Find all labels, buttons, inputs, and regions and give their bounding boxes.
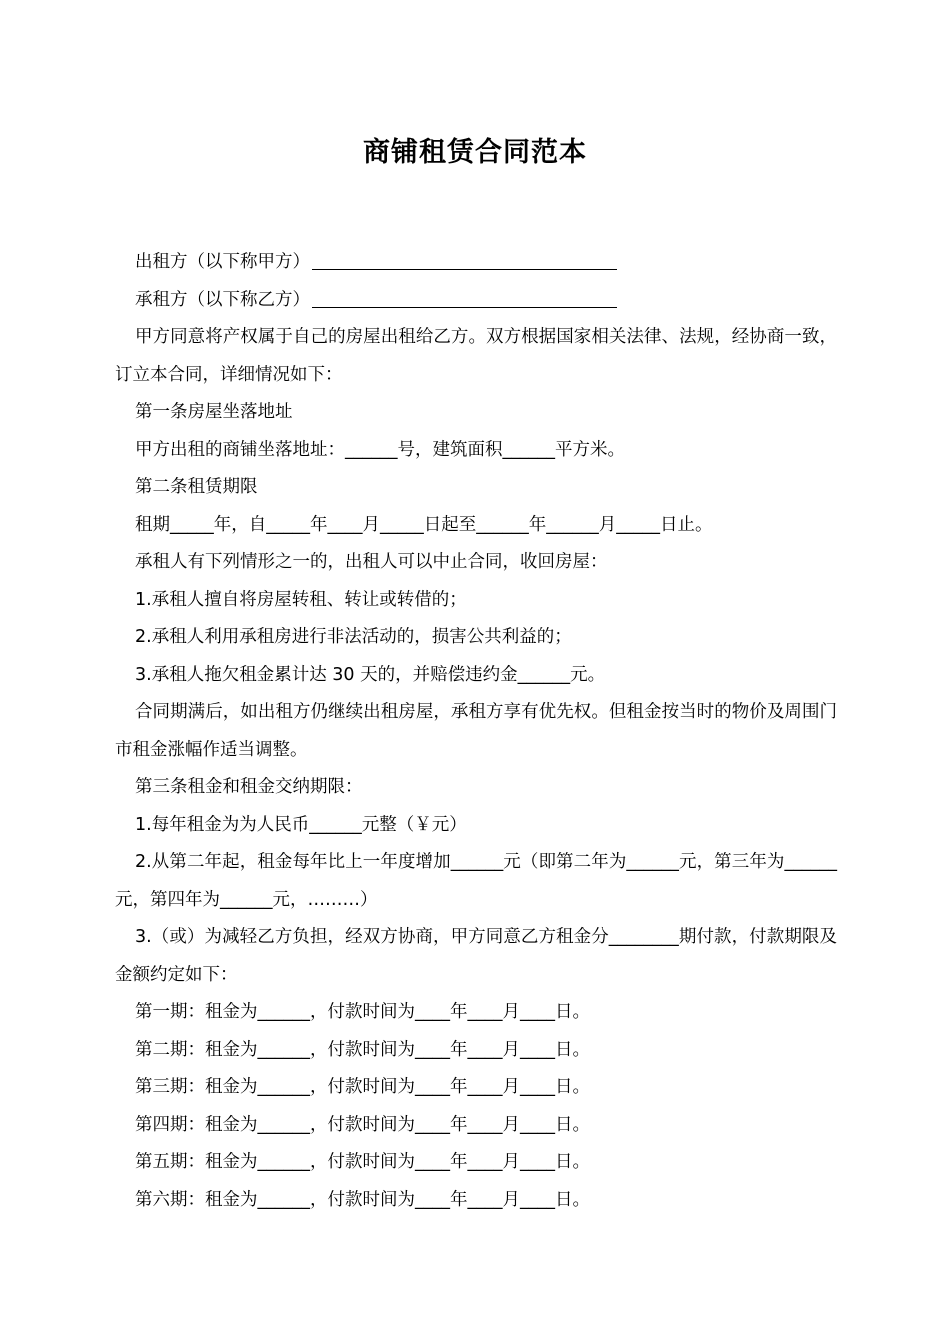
article3-title: 第三条租金和租金交纳期限： bbox=[135, 777, 363, 797]
lessee-label: 承租方（以下称乙方） bbox=[135, 289, 310, 310]
intro-paragraph: 甲方同意将产权属于自己的房屋出租给乙方。双方根据国家相关法律、法规，经协商一致，订立本合同，详细情况如下： bbox=[115, 327, 837, 385]
lessor-blank bbox=[312, 247, 617, 270]
lessee-blank bbox=[312, 285, 617, 308]
installment-line: 第六期：租金为______，付款时间为____年____月____日。 bbox=[135, 1189, 590, 1210]
installment-line: 第四期：租金为______，付款时间为____年____月____日。 bbox=[135, 1114, 590, 1135]
document-body bbox=[115, 244, 837, 1219]
rent-item-3: 3.（或）为减轻乙方负担，经双方协商，甲方同意乙方租金分________期付款，付款期限及金额约定如下： bbox=[115, 927, 837, 985]
document-title: 商铺租赁合同范本 bbox=[363, 137, 587, 168]
installment-line: 第二期：租金为______，付款时间为____年____月____日。 bbox=[135, 1039, 590, 1060]
installment-line: 第三期：租金为______，付款时间为____年____月____日。 bbox=[135, 1077, 590, 1097]
rent-item-1: 1.每年租金为为人民币______元整（￥元） bbox=[135, 814, 467, 835]
installment-line: 第一期：租金为______，付款时间为____年____月____日。 bbox=[135, 1002, 590, 1022]
termination-item-3: 3.承租人拖欠租金累计达 30 天的，并赔偿违约金______元。 bbox=[135, 664, 606, 685]
lessee-line bbox=[115, 282, 837, 320]
termination-item-2: 2.承租人利用承租房进行非法活动的，损害公共利益的； bbox=[135, 627, 572, 647]
installment-line: 第五期：租金为______，付款时间为____年____月____日。 bbox=[135, 1152, 590, 1172]
rent-item-2: 2.从第二年起，租金每年比上一年度增加______元（即第二年为______元，第三年为______元，第四年为______元，………） bbox=[115, 852, 837, 910]
article1-text: 甲方出租的商铺坐落地址：______号，建筑面积______平方米。 bbox=[135, 439, 625, 460]
termination-intro: 承租人有下列情形之一的，出租人可以中止合同，收回房屋： bbox=[135, 552, 608, 572]
renewal-paragraph: 合同期满后，如出租方仍继续出租房屋，承租方享有优先权。但租金按当时的物价及周围门市租金涨幅作适当调整。 bbox=[115, 702, 837, 760]
termination-item-1: 1.承租人擅自将房屋转租、转让或转借的； bbox=[135, 589, 467, 610]
lessor-line bbox=[115, 244, 837, 282]
article2-term: 租期_____年，自_____年____月_____日起至______年______月_____日止。 bbox=[135, 514, 713, 535]
lessor-label: 出租方（以下称甲方） bbox=[135, 252, 310, 272]
article1-title: 第一条房屋坐落地址 bbox=[135, 402, 293, 422]
article2-title: 第二条租赁期限 bbox=[135, 477, 258, 497]
